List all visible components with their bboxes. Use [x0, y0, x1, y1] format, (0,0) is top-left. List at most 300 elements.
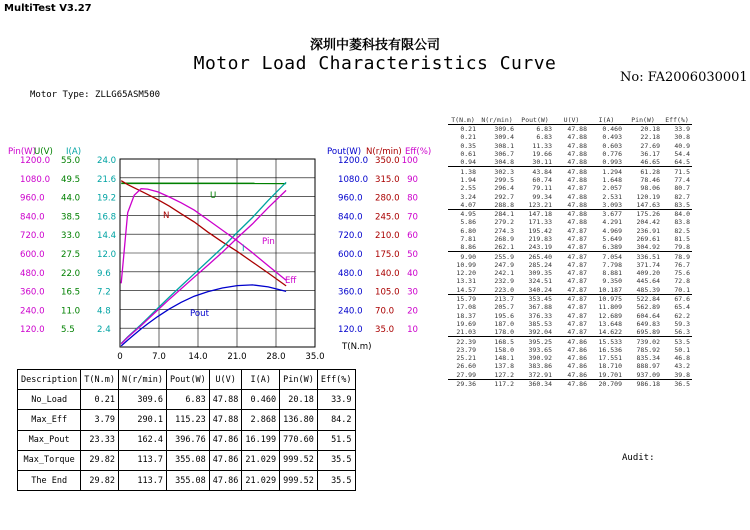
table-cell: 115.23 — [166, 410, 209, 430]
column-header: U(V) — [554, 115, 589, 125]
table-cell: 47.86 — [209, 450, 242, 470]
data-row — [448, 379, 692, 388]
x-tick-label: 21.0 — [227, 352, 247, 362]
table-cell: 367.88 — [528, 303, 552, 312]
y-tick-label: 245.0 — [375, 212, 400, 223]
table-cell: 137.8 — [494, 362, 514, 371]
y-tick-label: 44.0 — [61, 193, 81, 204]
table-cell: 47.88 — [209, 410, 242, 430]
column-header: Description — [18, 370, 81, 390]
column-header: N(r/min) — [478, 115, 516, 125]
table-cell: Max_Torque — [18, 450, 81, 470]
y-tick-label: 480.0 — [338, 268, 363, 279]
x-axis-label: T(N.m) — [342, 342, 372, 352]
table-cell: 171.33 — [528, 218, 552, 227]
y-tick-label: 16.5 — [61, 287, 81, 298]
table-cell: 36.17 — [640, 150, 660, 159]
column-header: T(N.m) — [448, 115, 478, 125]
table-cell: 33.9 — [317, 390, 355, 410]
load-curve-chart — [0, 135, 450, 365]
y-tick-label: 80 — [407, 193, 418, 204]
table-cell: 355.08 — [166, 470, 209, 490]
data-row — [448, 294, 692, 303]
table-cell: 46.8 — [674, 354, 690, 363]
table-cell: 47.86 — [567, 345, 587, 354]
table-cell: 3.79 — [81, 410, 119, 430]
table-cell: 3.24 — [460, 192, 476, 201]
table-cell: 392.04 — [516, 328, 554, 337]
table-cell: 47.87 — [567, 226, 587, 235]
table-cell: 27.99 — [448, 371, 478, 380]
data-row — [448, 167, 692, 176]
table-cell: 36.5 — [674, 380, 690, 389]
table-cell: 937.09 — [624, 371, 662, 380]
table-cell: 147.63 — [624, 201, 662, 210]
table-cell: 6.83 — [536, 125, 552, 134]
table-cell: 21.03 — [448, 328, 478, 337]
table-cell: 0.21 — [460, 133, 476, 142]
table-cell: 649.83 — [636, 319, 660, 328]
data-row — [448, 346, 692, 354]
table-cell: 396.76 — [166, 430, 209, 450]
table-cell: 409.20 — [636, 269, 660, 278]
table-cell: 39.8 — [662, 371, 692, 380]
y-tick-label: 33.0 — [61, 231, 81, 242]
table-cell: 13.648 — [598, 319, 622, 328]
table-cell: 0.603 — [602, 141, 622, 150]
y-tick-label: 840.0 — [338, 212, 363, 223]
data-row — [448, 354, 692, 362]
table-cell: 7.81 — [460, 235, 476, 243]
table-cell: 47.88 — [567, 218, 587, 227]
table-cell: 26.60 — [456, 362, 476, 371]
y-tick-label: 100 — [401, 156, 418, 166]
x-tick-label: 28.0 — [266, 352, 286, 362]
table-cell: 54.4 — [674, 150, 690, 159]
table-cell: 82.5 — [674, 226, 690, 235]
table-cell: 29.82 — [81, 470, 119, 490]
x-tick-label: 0 — [117, 352, 123, 362]
table-cell: 79.11 — [532, 184, 552, 193]
table-cell: 309.6 — [494, 125, 514, 134]
table-cell: 65.4 — [674, 303, 690, 312]
table-cell: 187.0 — [494, 319, 514, 328]
table-cell: 6.80 — [460, 226, 476, 235]
table-cell: 47.86 — [209, 470, 242, 490]
table-cell: 219.83 — [528, 235, 552, 243]
data-row — [448, 362, 692, 370]
table-cell: 292.7 — [494, 192, 514, 201]
data-row — [448, 184, 692, 192]
table-cell: 195.42 — [528, 226, 552, 235]
table-cell: 136.80 — [280, 410, 318, 430]
table-cell: 98.06 — [640, 184, 660, 193]
summary-row — [18, 410, 356, 430]
y-tick-label: 210.0 — [375, 231, 400, 242]
table-cell: 268.9 — [494, 235, 514, 243]
table-cell: 67.6 — [674, 295, 690, 304]
y-tick-label: 960.0 — [338, 193, 363, 204]
table-cell: 232.9 — [494, 277, 514, 286]
table-cell: 22.18 — [640, 133, 660, 142]
table-cell: 47.88 — [567, 210, 587, 219]
y-tick-label: 12.0 — [97, 250, 117, 260]
y-tick-label: 840.0 — [20, 212, 45, 223]
table-cell: 274.3 — [494, 226, 514, 235]
data-row — [448, 142, 692, 150]
table-cell: 47.88 — [567, 175, 587, 184]
table-cell: 29.82 — [81, 450, 119, 470]
table-cell: 13.31 — [456, 277, 476, 286]
table-cell: 19.69 — [456, 319, 476, 328]
table-cell: 30.8 — [674, 133, 690, 142]
column-header: Pin(W) — [280, 370, 318, 390]
audit-label: Audit: — [622, 453, 655, 463]
table-cell: 395.25 — [528, 337, 552, 346]
table-cell: 18.37 — [456, 311, 476, 320]
y-tick-label: 70.0 — [375, 306, 395, 317]
table-cell: The End — [18, 470, 81, 490]
table-cell: 376.33 — [528, 311, 552, 320]
table-cell: 0.21 — [460, 125, 476, 134]
table-cell: 385.53 — [528, 319, 552, 328]
data-row — [448, 201, 692, 210]
y-tick-label: 360.0 — [20, 287, 45, 298]
table-cell: 99.34 — [532, 192, 552, 201]
table-cell: 695.89 — [624, 328, 662, 337]
table-cell: 340.24 — [516, 286, 554, 295]
table-cell: 324.51 — [528, 277, 552, 286]
table-cell: 247.9 — [494, 260, 514, 269]
table-cell: 14.622 — [589, 328, 624, 337]
table-cell: 2.868 — [242, 410, 280, 430]
table-cell: 27.69 — [640, 141, 660, 150]
table-cell: 70.1 — [662, 286, 692, 295]
table-cell: 78.9 — [674, 252, 690, 261]
y-tick-label: 120.0 — [20, 325, 45, 336]
table-cell: 30.11 — [516, 158, 554, 167]
table-cell: 835.34 — [636, 354, 660, 363]
y-tick-label: 1200.0 — [338, 156, 369, 166]
table-cell: 3.677 — [602, 210, 622, 219]
x-tick-label: 7.0 — [152, 352, 166, 362]
data-row — [448, 261, 692, 269]
table-cell: 372.91 — [516, 371, 554, 380]
table-cell: 16.199 — [242, 430, 280, 450]
table-cell: 83.5 — [662, 201, 692, 210]
table-cell: 40.9 — [674, 141, 690, 150]
y-tick-label: 49.5 — [61, 174, 81, 185]
table-cell: 46.65 — [624, 158, 662, 167]
table-cell: 8.86 — [448, 243, 478, 252]
table-cell: 4.969 — [602, 226, 622, 235]
y-tick-label: 24.0 — [97, 156, 117, 166]
data-row — [448, 320, 692, 328]
table-cell: 279.2 — [494, 218, 514, 227]
table-cell: 120.19 — [636, 192, 660, 201]
table-cell: 47.87 — [567, 303, 587, 312]
table-cell: 64.5 — [662, 158, 692, 167]
y-tick-label: 175.0 — [375, 250, 400, 260]
y-tick-label: 10 — [407, 325, 418, 336]
data-row — [448, 218, 692, 226]
table-cell: 255.9 — [494, 252, 514, 261]
table-cell: 522.84 — [636, 295, 660, 304]
table-cell: 0.493 — [602, 133, 622, 142]
table-cell: 195.6 — [494, 311, 514, 320]
y-tick-label: 35.0 — [375, 325, 395, 336]
table-cell: 59.3 — [674, 319, 690, 328]
table-cell: 76.7 — [674, 260, 690, 269]
y-tick-label: 360.0 — [338, 287, 363, 298]
table-cell: 5.649 — [602, 235, 622, 243]
y-tick-label: 7.2 — [97, 287, 111, 298]
table-cell: 336.51 — [636, 252, 660, 261]
table-cell: 47.87 — [554, 286, 589, 295]
table-cell: 47.88 — [567, 125, 587, 134]
y-tick-label: 11.0 — [61, 306, 81, 317]
table-cell: 986.18 — [636, 380, 660, 389]
table-cell: 117.2 — [494, 380, 514, 389]
y-tick-label: 55.0 — [61, 156, 81, 166]
series-label-eff: Eff — [285, 276, 297, 286]
y-tick-label: 38.5 — [61, 212, 81, 223]
data-row — [448, 235, 692, 243]
y-tick-label: 21.6 — [97, 174, 117, 185]
table-cell: 205.7 — [494, 303, 514, 312]
y-tick-label: 60 — [407, 231, 418, 242]
table-cell: 47.87 — [567, 319, 587, 328]
table-cell: 0.993 — [589, 158, 624, 167]
table-cell: 53.5 — [674, 337, 690, 346]
data-header-row — [448, 115, 692, 125]
table-cell: 178.0 — [478, 328, 516, 337]
y-tick-label: 600.0 — [20, 250, 45, 260]
table-cell: 78.46 — [640, 175, 660, 184]
table-cell: 175.26 — [636, 210, 660, 219]
y-tick-label: 315.0 — [375, 174, 400, 185]
y-tick-label: 14.4 — [97, 231, 117, 242]
y-tick-label: 350.0 — [375, 156, 400, 166]
data-row — [448, 277, 692, 285]
y-axis-label: Eff(%) — [405, 147, 432, 157]
y-tick-label: 105.0 — [375, 287, 400, 298]
table-cell: 81.5 — [674, 235, 690, 243]
column-header: T(N.m) — [81, 370, 119, 390]
table-cell: 10.187 — [589, 286, 624, 295]
y-tick-label: 1200.0 — [20, 156, 51, 166]
y-tick-label: 600.0 — [338, 250, 363, 260]
y-tick-label: 240.0 — [338, 306, 363, 317]
column-header: Eff(%) — [317, 370, 355, 390]
y-tick-label: 1080.0 — [338, 174, 369, 185]
table-cell: Max_Pout — [18, 430, 81, 450]
table-cell: 47.87 — [567, 252, 587, 261]
table-cell: 0.35 — [460, 141, 476, 150]
table-cell: 47.87 — [567, 311, 587, 320]
table-cell: 1.648 — [602, 175, 622, 184]
column-header: I(A) — [242, 370, 280, 390]
table-cell: 770.60 — [280, 430, 318, 450]
y-tick-label: 20 — [407, 306, 418, 317]
table-cell: 7.054 — [602, 252, 622, 261]
table-cell: 43.2 — [674, 362, 690, 371]
table-cell: 47.86 — [567, 362, 587, 371]
table-cell: 23.79 — [456, 345, 476, 354]
table-cell: 304.92 — [624, 243, 662, 252]
table-cell: 20.18 — [640, 125, 660, 134]
table-cell: 43.84 — [532, 167, 552, 176]
table-cell: 47.87 — [567, 260, 587, 269]
table-cell: 6.83 — [536, 133, 552, 142]
table-cell: 2.057 — [602, 184, 622, 193]
x-tick-label: 14.0 — [188, 352, 208, 362]
table-cell: 223.0 — [478, 286, 516, 295]
table-cell: 302.3 — [494, 167, 514, 176]
y-tick-label: 19.2 — [97, 193, 117, 204]
y-tick-label: 5.5 — [61, 325, 75, 336]
table-cell: 309.4 — [494, 133, 514, 142]
table-cell: 0.61 — [460, 150, 476, 159]
y-axis-label: Pin(W) — [8, 147, 37, 157]
data-row — [448, 176, 692, 184]
table-cell: 47.88 — [567, 133, 587, 142]
table-cell: 61.28 — [640, 167, 660, 176]
table-cell: 50.1 — [674, 345, 690, 354]
table-cell: 2.55 — [460, 184, 476, 193]
table-cell: 47.88 — [567, 192, 587, 201]
table-cell: 15.79 — [456, 295, 476, 304]
summary-row — [18, 470, 356, 490]
data-row — [448, 125, 692, 134]
table-cell: 60.74 — [532, 175, 552, 184]
y-tick-label: 16.8 — [97, 212, 117, 223]
y-tick-label: 120.0 — [338, 325, 363, 336]
y-tick-label: 960.0 — [20, 193, 45, 204]
table-cell: 309.6 — [119, 390, 167, 410]
data-row — [448, 192, 692, 200]
table-cell: 47.87 — [554, 243, 589, 252]
table-cell: 47.87 — [567, 235, 587, 243]
table-cell: 5.86 — [460, 218, 476, 227]
table-cell: 19.701 — [589, 371, 624, 380]
y-tick-label: 480.0 — [20, 268, 45, 279]
table-cell: 562.89 — [636, 303, 660, 312]
table-cell: 285.24 — [528, 260, 552, 269]
table-cell: 20.709 — [598, 380, 622, 389]
table-cell: 29.36 — [456, 380, 476, 389]
table-cell: 269.61 — [636, 235, 660, 243]
table-cell: 393.65 — [528, 345, 552, 354]
table-cell: 148.1 — [494, 354, 514, 363]
table-cell: 18.710 — [598, 362, 622, 371]
series-label-i: I — [242, 244, 245, 254]
table-cell: 785.92 — [636, 345, 660, 354]
table-cell: 47.86 — [554, 371, 589, 380]
table-cell: 80.7 — [674, 184, 690, 193]
table-cell: 6.83 — [166, 390, 209, 410]
table-cell: 284.1 — [494, 210, 514, 219]
table-cell: 47.87 — [567, 277, 587, 286]
data-row — [448, 227, 692, 235]
table-cell: 47.87 — [554, 328, 589, 337]
data-row — [448, 328, 692, 337]
data-row — [448, 286, 692, 295]
table-cell: 113.7 — [119, 450, 167, 470]
y-tick-label: 90 — [407, 174, 418, 185]
table-cell: 204.42 — [636, 218, 660, 227]
table-cell: 47.87 — [567, 269, 587, 278]
table-cell: 0.460 — [602, 125, 622, 134]
y-tick-label: 40 — [407, 268, 418, 279]
summary-row — [18, 450, 356, 470]
table-cell: 14.57 — [448, 286, 478, 295]
y-tick-label: 140.0 — [375, 268, 400, 279]
table-cell: 23.33 — [81, 430, 119, 450]
table-cell: 355.08 — [166, 450, 209, 470]
column-header: Pout(W) — [166, 370, 209, 390]
table-cell: 82.7 — [674, 192, 690, 201]
series-line-i — [121, 182, 286, 343]
company-name: 深圳中菱科技有限公司 — [309, 38, 440, 53]
table-cell: 213.7 — [494, 295, 514, 304]
y-tick-label: 280.0 — [375, 193, 400, 204]
table-cell: 47.88 — [567, 150, 587, 159]
data-row — [448, 337, 692, 346]
y-tick-label: 70 — [407, 212, 418, 223]
table-cell: 51.5 — [317, 430, 355, 450]
table-cell: 47.88 — [554, 158, 589, 167]
table-cell: 47.88 — [567, 167, 587, 176]
table-cell: 604.64 — [636, 311, 660, 320]
y-tick-label: 9.6 — [97, 268, 111, 279]
table-cell: 10.99 — [456, 260, 476, 269]
summary-row — [18, 430, 356, 450]
table-cell: 19.66 — [532, 150, 552, 159]
table-cell: 0.94 — [448, 158, 478, 167]
data-row — [448, 209, 692, 218]
y-tick-label: 2.4 — [97, 325, 111, 336]
table-cell: 12.20 — [456, 269, 476, 278]
table-cell: 4.95 — [460, 210, 476, 219]
table-cell: 236.91 — [636, 226, 660, 235]
y-axis-label: U(V) — [34, 147, 53, 157]
table-cell: 309.35 — [528, 269, 552, 278]
table-cell: 383.86 — [528, 362, 552, 371]
y-tick-label: 30 — [407, 287, 418, 298]
table-cell: 7.798 — [602, 260, 622, 269]
table-cell: 147.18 — [528, 210, 552, 219]
data-row — [448, 150, 692, 158]
table-cell: 77.4 — [674, 175, 690, 184]
table-cell: 21.029 — [242, 450, 280, 470]
table-cell: 243.19 — [516, 243, 554, 252]
table-cell: No_Load — [18, 390, 81, 410]
y-tick-label: 4.8 — [97, 306, 111, 317]
app-title: MultiTest V3.27 — [4, 3, 92, 14]
summary-header-row — [18, 370, 356, 390]
table-cell: 83.8 — [674, 218, 690, 227]
table-cell: 75.6 — [674, 269, 690, 278]
table-cell: 71.5 — [674, 167, 690, 176]
table-cell: 11.809 — [598, 303, 622, 312]
table-cell: 390.92 — [528, 354, 552, 363]
x-tick-label: 35.0 — [305, 352, 325, 362]
data-row — [448, 312, 692, 320]
table-cell: 371.74 — [636, 260, 660, 269]
table-cell: 4.291 — [602, 218, 622, 227]
table-cell: 158.0 — [494, 345, 514, 354]
